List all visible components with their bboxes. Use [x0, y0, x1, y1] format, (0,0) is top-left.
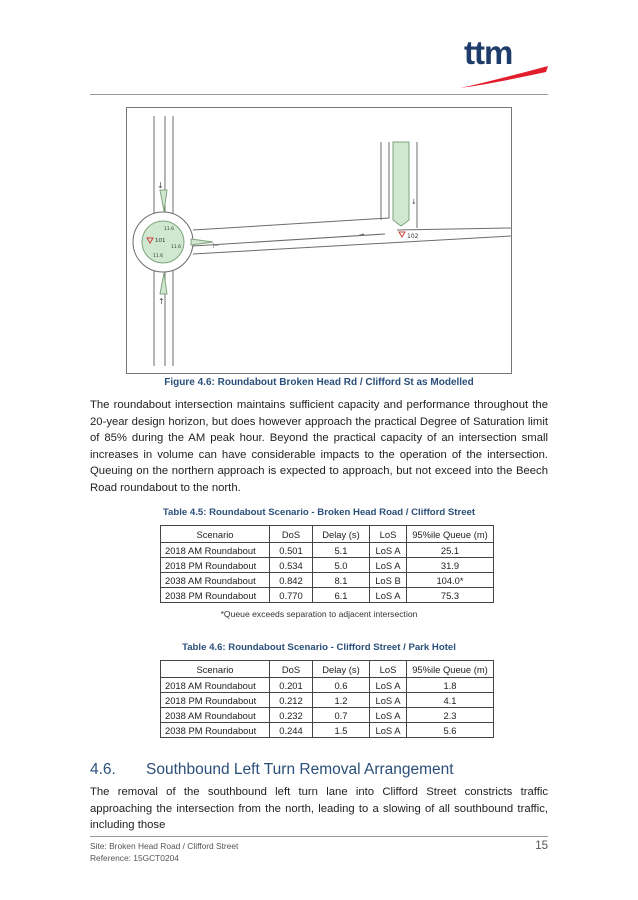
table-row — [161, 573, 494, 588]
table-row — [161, 543, 494, 558]
svg-text:⊢: ⊢ — [213, 242, 220, 250]
table-cell: 25.1 — [407, 543, 494, 558]
table-row — [161, 693, 494, 708]
col-header: LoS — [370, 526, 407, 543]
table-4-5-note: *Queue exceeds separation to adjacent intersection — [220, 609, 418, 619]
svg-text:↑: ↑ — [158, 297, 165, 306]
lane-label: 11.6 — [164, 227, 175, 232]
col-header: 95%ile Queue (m) — [407, 526, 494, 543]
logo-text: ttm — [464, 34, 513, 71]
table-cell: 0.201 — [270, 678, 313, 693]
table-cell: 2038 PM Roundabout — [161, 588, 270, 603]
table-cell: 2018 PM Roundabout — [161, 558, 270, 573]
col-header: Scenario — [161, 526, 270, 543]
table-cell: 31.9 — [407, 558, 494, 573]
logo-swoosh-icon — [458, 64, 550, 90]
table-cell: 75.3 — [407, 588, 494, 603]
table-cell: 2038 AM Roundabout — [161, 708, 270, 723]
table-row — [161, 723, 494, 738]
ttm-logo — [458, 34, 550, 90]
table-4-5-caption: Table 4.5: Roundabout Scenario - Broken Head Road / Clifford Street — [162, 507, 476, 518]
col-header: DoS — [270, 661, 313, 678]
section-number: 4.6. — [90, 761, 116, 778]
table-cell: 0.7 — [313, 708, 370, 723]
table-cell: LoS A — [370, 693, 407, 708]
header-rule — [90, 94, 548, 95]
table-cell: 2038 PM Roundabout — [161, 723, 270, 738]
col-header: Delay (s) — [313, 661, 370, 678]
table-4-5 — [160, 525, 494, 603]
table-cell: 2038 AM Roundabout — [161, 573, 270, 588]
table-cell: LoS B — [370, 573, 407, 588]
col-header: Scenario — [161, 661, 270, 678]
table-cell: 8.1 — [313, 573, 370, 588]
svg-text:↓: ↓ — [157, 181, 164, 190]
table-cell: LoS A — [370, 723, 407, 738]
table-cell: 0.212 — [270, 693, 313, 708]
body-paragraph-2: The removal of the southbound left turn lane into Clifford Street constricts traffic approaching the intersection from the north, leading to a slowing of all southbound traffic, including those — [90, 786, 548, 832]
body-paragraph-1: The roundabout intersection maintains sufficient capacity and performance throughout the 20-year design horizon, but does however approach the practical Degree of Saturation limit of 85% during the AM peak hour. Beyond the practical capacity of an intersection small increases in volume can have considerable impacts to the operation of the intersection. Queuing on the northern approach is expected to approach, but not exceed into the Beech Road roundabout to the north. — [90, 399, 548, 494]
table-cell: 4.1 — [407, 693, 494, 708]
table-cell: 1.5 — [313, 723, 370, 738]
table-cell: 2018 AM Roundabout — [161, 678, 270, 693]
table-cell: LoS A — [370, 678, 407, 693]
section-title: Southbound Left Turn Removal Arrangement — [146, 761, 454, 778]
table-header-row — [161, 526, 494, 543]
node-101-label: 101 — [155, 238, 166, 244]
table-cell: 6.1 — [313, 588, 370, 603]
lane-label: 11.6 — [153, 254, 164, 259]
table-cell: 5.0 — [313, 558, 370, 573]
table-cell: 5.6 — [407, 723, 494, 738]
table-cell: 0.842 — [270, 573, 313, 588]
col-header: DoS — [270, 526, 313, 543]
table-row — [161, 708, 494, 723]
table-cell: 2.3 — [407, 708, 494, 723]
footer-site: Site: Broken Head Road / Clifford Street — [90, 841, 239, 851]
figure-caption: Figure 4.6: Roundabout Broken Head Rd / Clifford St as Modelled — [164, 377, 474, 388]
table-cell: 2018 AM Roundabout — [161, 543, 270, 558]
table-cell: 0.232 — [270, 708, 313, 723]
table-cell: 0.6 — [313, 678, 370, 693]
table-cell: 1.8 — [407, 678, 494, 693]
lane-label: 11.6 — [171, 245, 182, 250]
table-cell: LoS A — [370, 543, 407, 558]
table-cell: 104.0* — [407, 573, 494, 588]
table-row — [161, 588, 494, 603]
table-cell: 0.501 — [270, 543, 313, 558]
table-row — [161, 558, 494, 573]
table-4-6 — [160, 660, 494, 738]
table-cell: LoS A — [370, 588, 407, 603]
table-cell: 0.534 — [270, 558, 313, 573]
svg-text:↓: ↓ — [411, 198, 417, 206]
table-cell: LoS A — [370, 558, 407, 573]
col-header: 95%ile Queue (m) — [407, 661, 494, 678]
table-cell: 5.1 — [313, 543, 370, 558]
footer-reference: Reference: 15GCT0204 — [90, 853, 179, 863]
page-number: 15 — [535, 840, 548, 852]
table-cell: LoS A — [370, 708, 407, 723]
table-4-6-caption: Table 4.6: Roundabout Scenario - Clifford Street / Park Hotel — [182, 642, 456, 653]
svg-text:→: → — [359, 231, 365, 238]
table-header-row — [161, 661, 494, 678]
table-cell: 1.2 — [313, 693, 370, 708]
footer-rule — [90, 836, 548, 837]
node-102-label: 102 — [407, 233, 419, 240]
col-header: LoS — [370, 661, 407, 678]
section-heading — [90, 761, 454, 779]
col-header: Delay (s) — [313, 526, 370, 543]
figure-diagram — [126, 107, 512, 374]
table-row — [161, 678, 494, 693]
table-cell: 0.244 — [270, 723, 313, 738]
table-cell: 2018 PM Roundabout — [161, 693, 270, 708]
table-cell: 0.770 — [270, 588, 313, 603]
